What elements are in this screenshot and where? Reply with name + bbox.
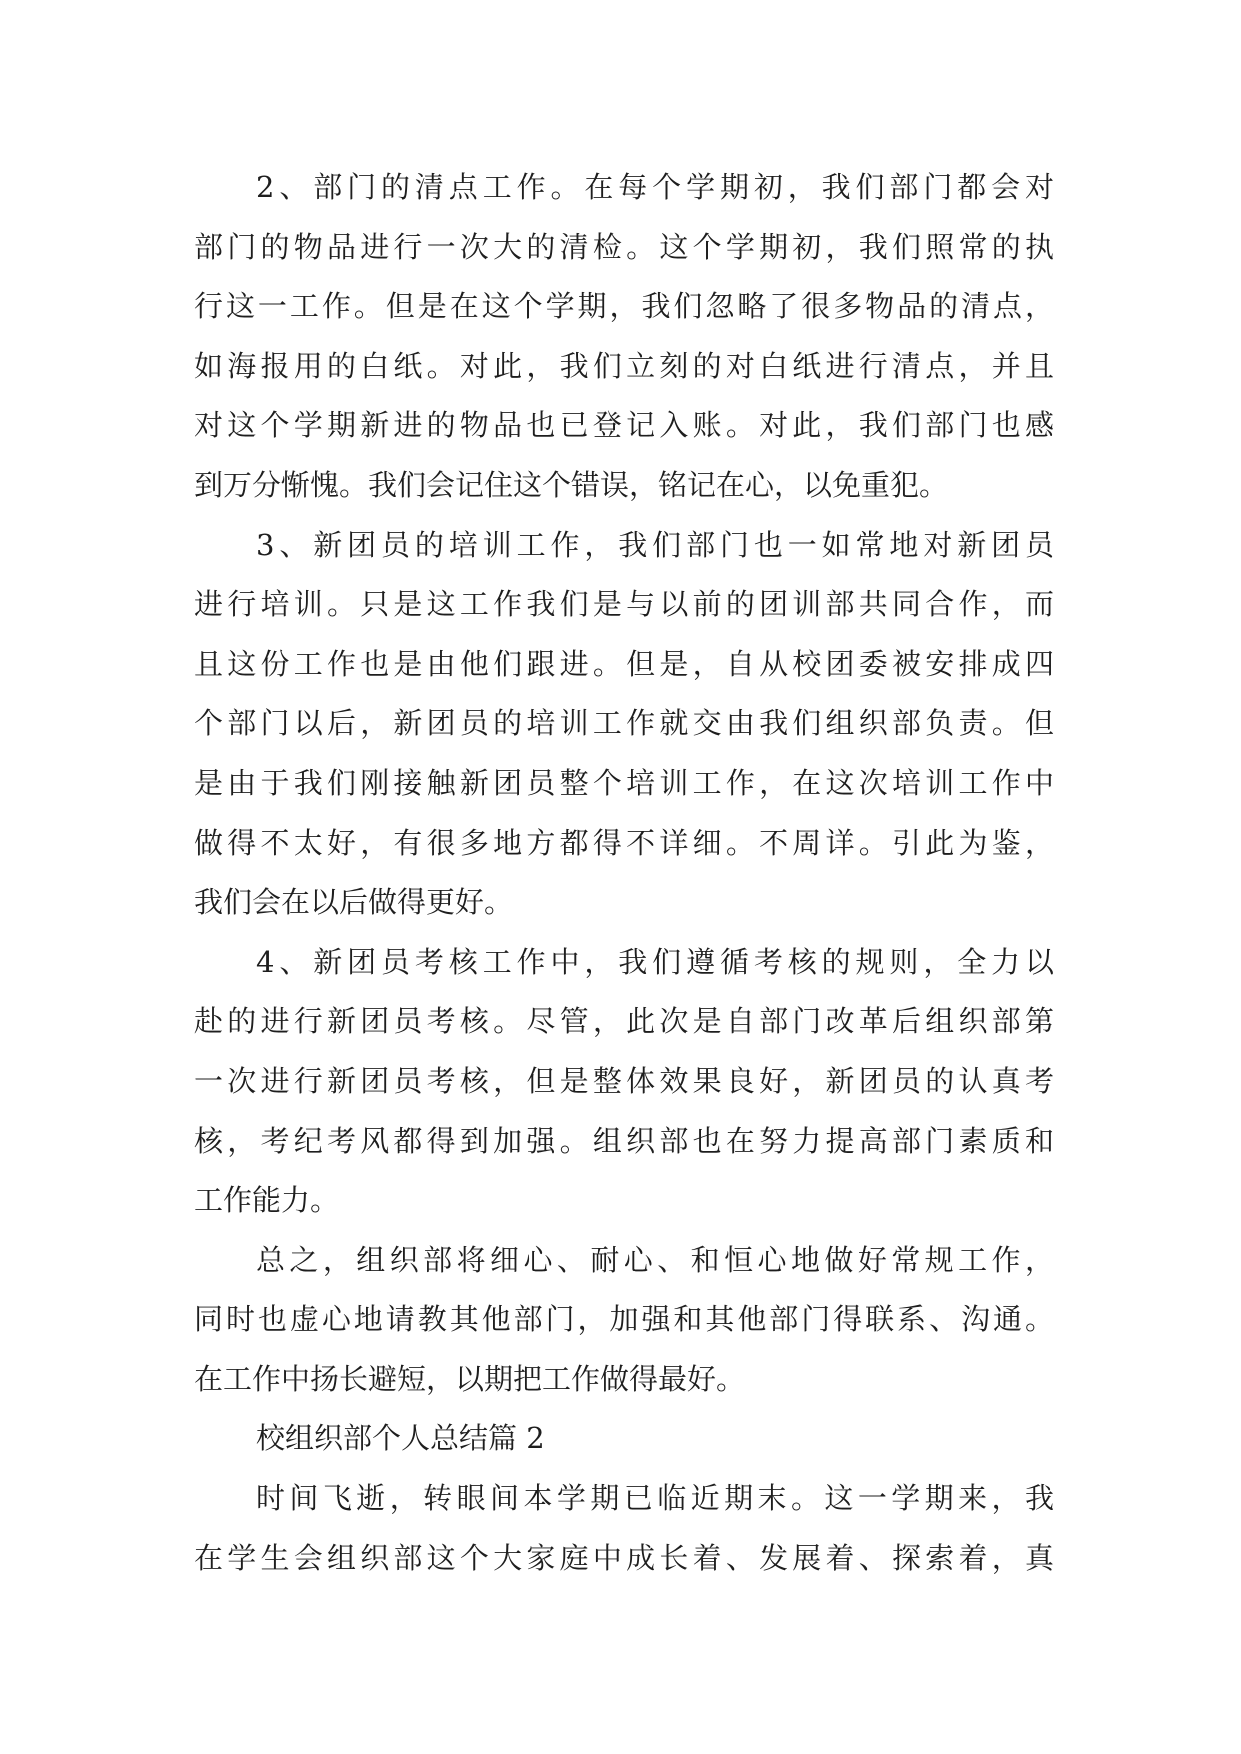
text-line: 我们会在以后做得更好。	[194, 885, 514, 920]
section-heading: 校组织部个人总结篇 2	[256, 1421, 545, 1456]
text-line: 到万分惭愧。我们会记住这个错误，铭记在心，以免重犯。	[194, 467, 949, 502]
text-line: 2、部门的清点工作。在每个学期初，我们部门都会对	[256, 170, 1054, 204]
text-line: 在工作中扬长避短，以期把工作做得最好。	[194, 1361, 746, 1396]
document-body	[194, 158, 1054, 1588]
text-line: 同时也虚心地请教其他部门，加强和其他部门得联系、沟通。	[194, 1302, 1054, 1337]
text-line: 3、新团员的培训工作，我们部门也一如常地对新团员	[256, 527, 1054, 562]
text-line: 行这一工作。但是在这个学期，我们忽略了很多物品的清点，	[194, 289, 1054, 324]
text-line: 如海报用的白纸。对此，我们立刻的对白纸进行清点，并且	[194, 348, 1054, 383]
text-line: 且这份工作也是由他们跟进。但是，自从校团委被安排成四	[194, 646, 1054, 681]
text-line: 工作能力。	[194, 1183, 340, 1218]
text-line: 总之，组织部将细心、耐心、和恒心地做好常规工作，	[256, 1242, 1054, 1277]
text-line: 个部门以后，新团员的培训工作就交由我们组织部负责。但	[194, 706, 1054, 741]
text-line: 赴的进行新团员考核。尽管，此次是自部门改革后组织部第	[194, 1004, 1054, 1039]
text-line: 部门的物品进行一次大的清检。这个学期初，我们照常的执	[194, 229, 1054, 264]
text-line: 做得不太好，有很多地方都得不详细。不周详。引此为鉴，	[194, 825, 1054, 860]
text-line: 核，考纪考风都得到加强。组织部也在努力提高部门素质和	[194, 1123, 1054, 1158]
text-line: 时间飞逝，转眼间本学期已临近期末。这一学期来，我	[256, 1481, 1054, 1516]
text-line: 进行培训。只是这工作我们是与以前的团训部共同合作，而	[194, 587, 1054, 622]
text-line: 一次进行新团员考核，但是整体效果良好，新团员的认真考	[194, 1063, 1054, 1098]
text-line: 在学生会组织部这个大家庭中成长着、发展着、探索着，真	[194, 1540, 1054, 1575]
text-line: 对这个学期新进的物品也已登记入账。对此，我们部门也感	[194, 408, 1054, 443]
text-line: 是由于我们刚接触新团员整个培训工作，在这次培训工作中	[194, 765, 1054, 800]
text-line: 4、新团员考核工作中，我们遵循考核的规则，全力以	[256, 944, 1054, 979]
